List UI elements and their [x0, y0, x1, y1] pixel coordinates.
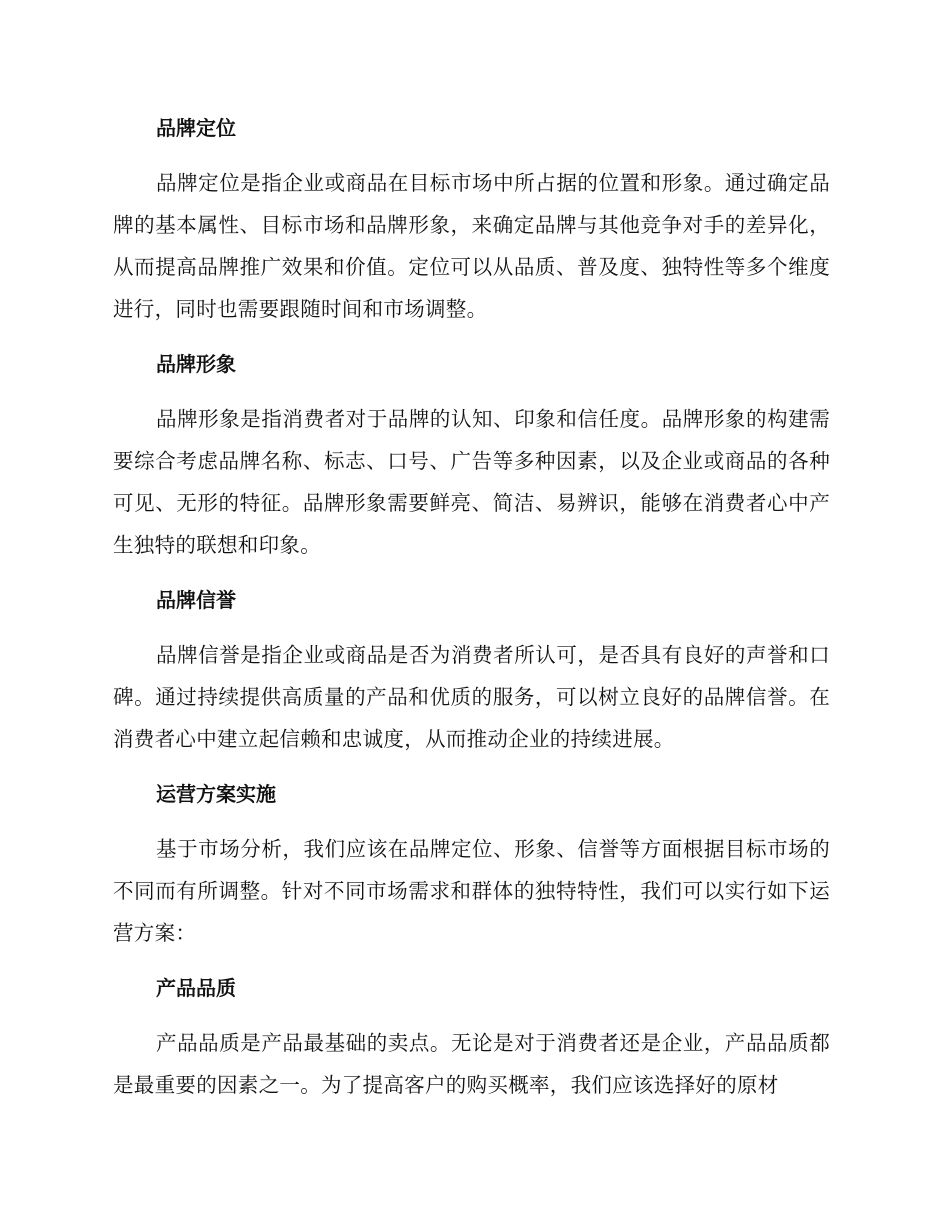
- section-heading-brand-reputation: 品牌信誉: [156, 588, 236, 612]
- section-paragraph-operation-plan: 基于市场分析，我们应该在品牌定位、形象、信誉等方面根据目标市场的不同而有所调整。针对不同市场需求和群体的独特特性，我们可以实行如下运营方案：: [113, 837, 830, 945]
- section-heading-brand-positioning: 品牌定位: [156, 116, 236, 140]
- section-paragraph-product-quality: 产品品质是产品最基础的卖点。无论是对于消费者还是企业，产品品质都是最重要的因素之一。为了提高客户的购买概率，我们应该选择好的原材: [113, 1031, 830, 1097]
- section-paragraph-brand-reputation: 品牌信誉是指企业或商品是否为消费者所认可，是否具有良好的声誉和口碑。通过持续提供高质量的产品和优质的服务，可以树立良好的品牌信誉。在消费者心中建立起信赖和忠诚度，从而推动企业的持续进展。: [113, 643, 830, 751]
- section-heading-operation-plan: 运营方案实施: [156, 782, 276, 806]
- section-heading-brand-image: 品牌形象: [156, 352, 236, 376]
- section-heading-product-quality: 产品品质: [156, 976, 236, 1000]
- section-paragraph-brand-positioning: 品牌定位是指企业或商品在目标市场中所占据的位置和形象。通过确定品牌的基本属性、目标市场和品牌形象，来确定品牌与其他竞争对手的差异化，从而提高品牌推广效果和价值。定位可以从品质、普及度、独特性等多个维度进行，同时也需要跟随时间和市场调整。: [113, 171, 830, 321]
- section-paragraph-brand-image: 品牌形象是指消费者对于品牌的认知、印象和信任度。品牌形象的构建需要综合考虑品牌名称、标志、口号、广告等多种因素，以及企业或商品的各种可见、无形的特征。品牌形象需要鲜亮、简洁、易辨识，能够在消费者心中产生独特的联想和印象。: [113, 407, 830, 557]
- document-body: [113, 108, 830, 1120]
